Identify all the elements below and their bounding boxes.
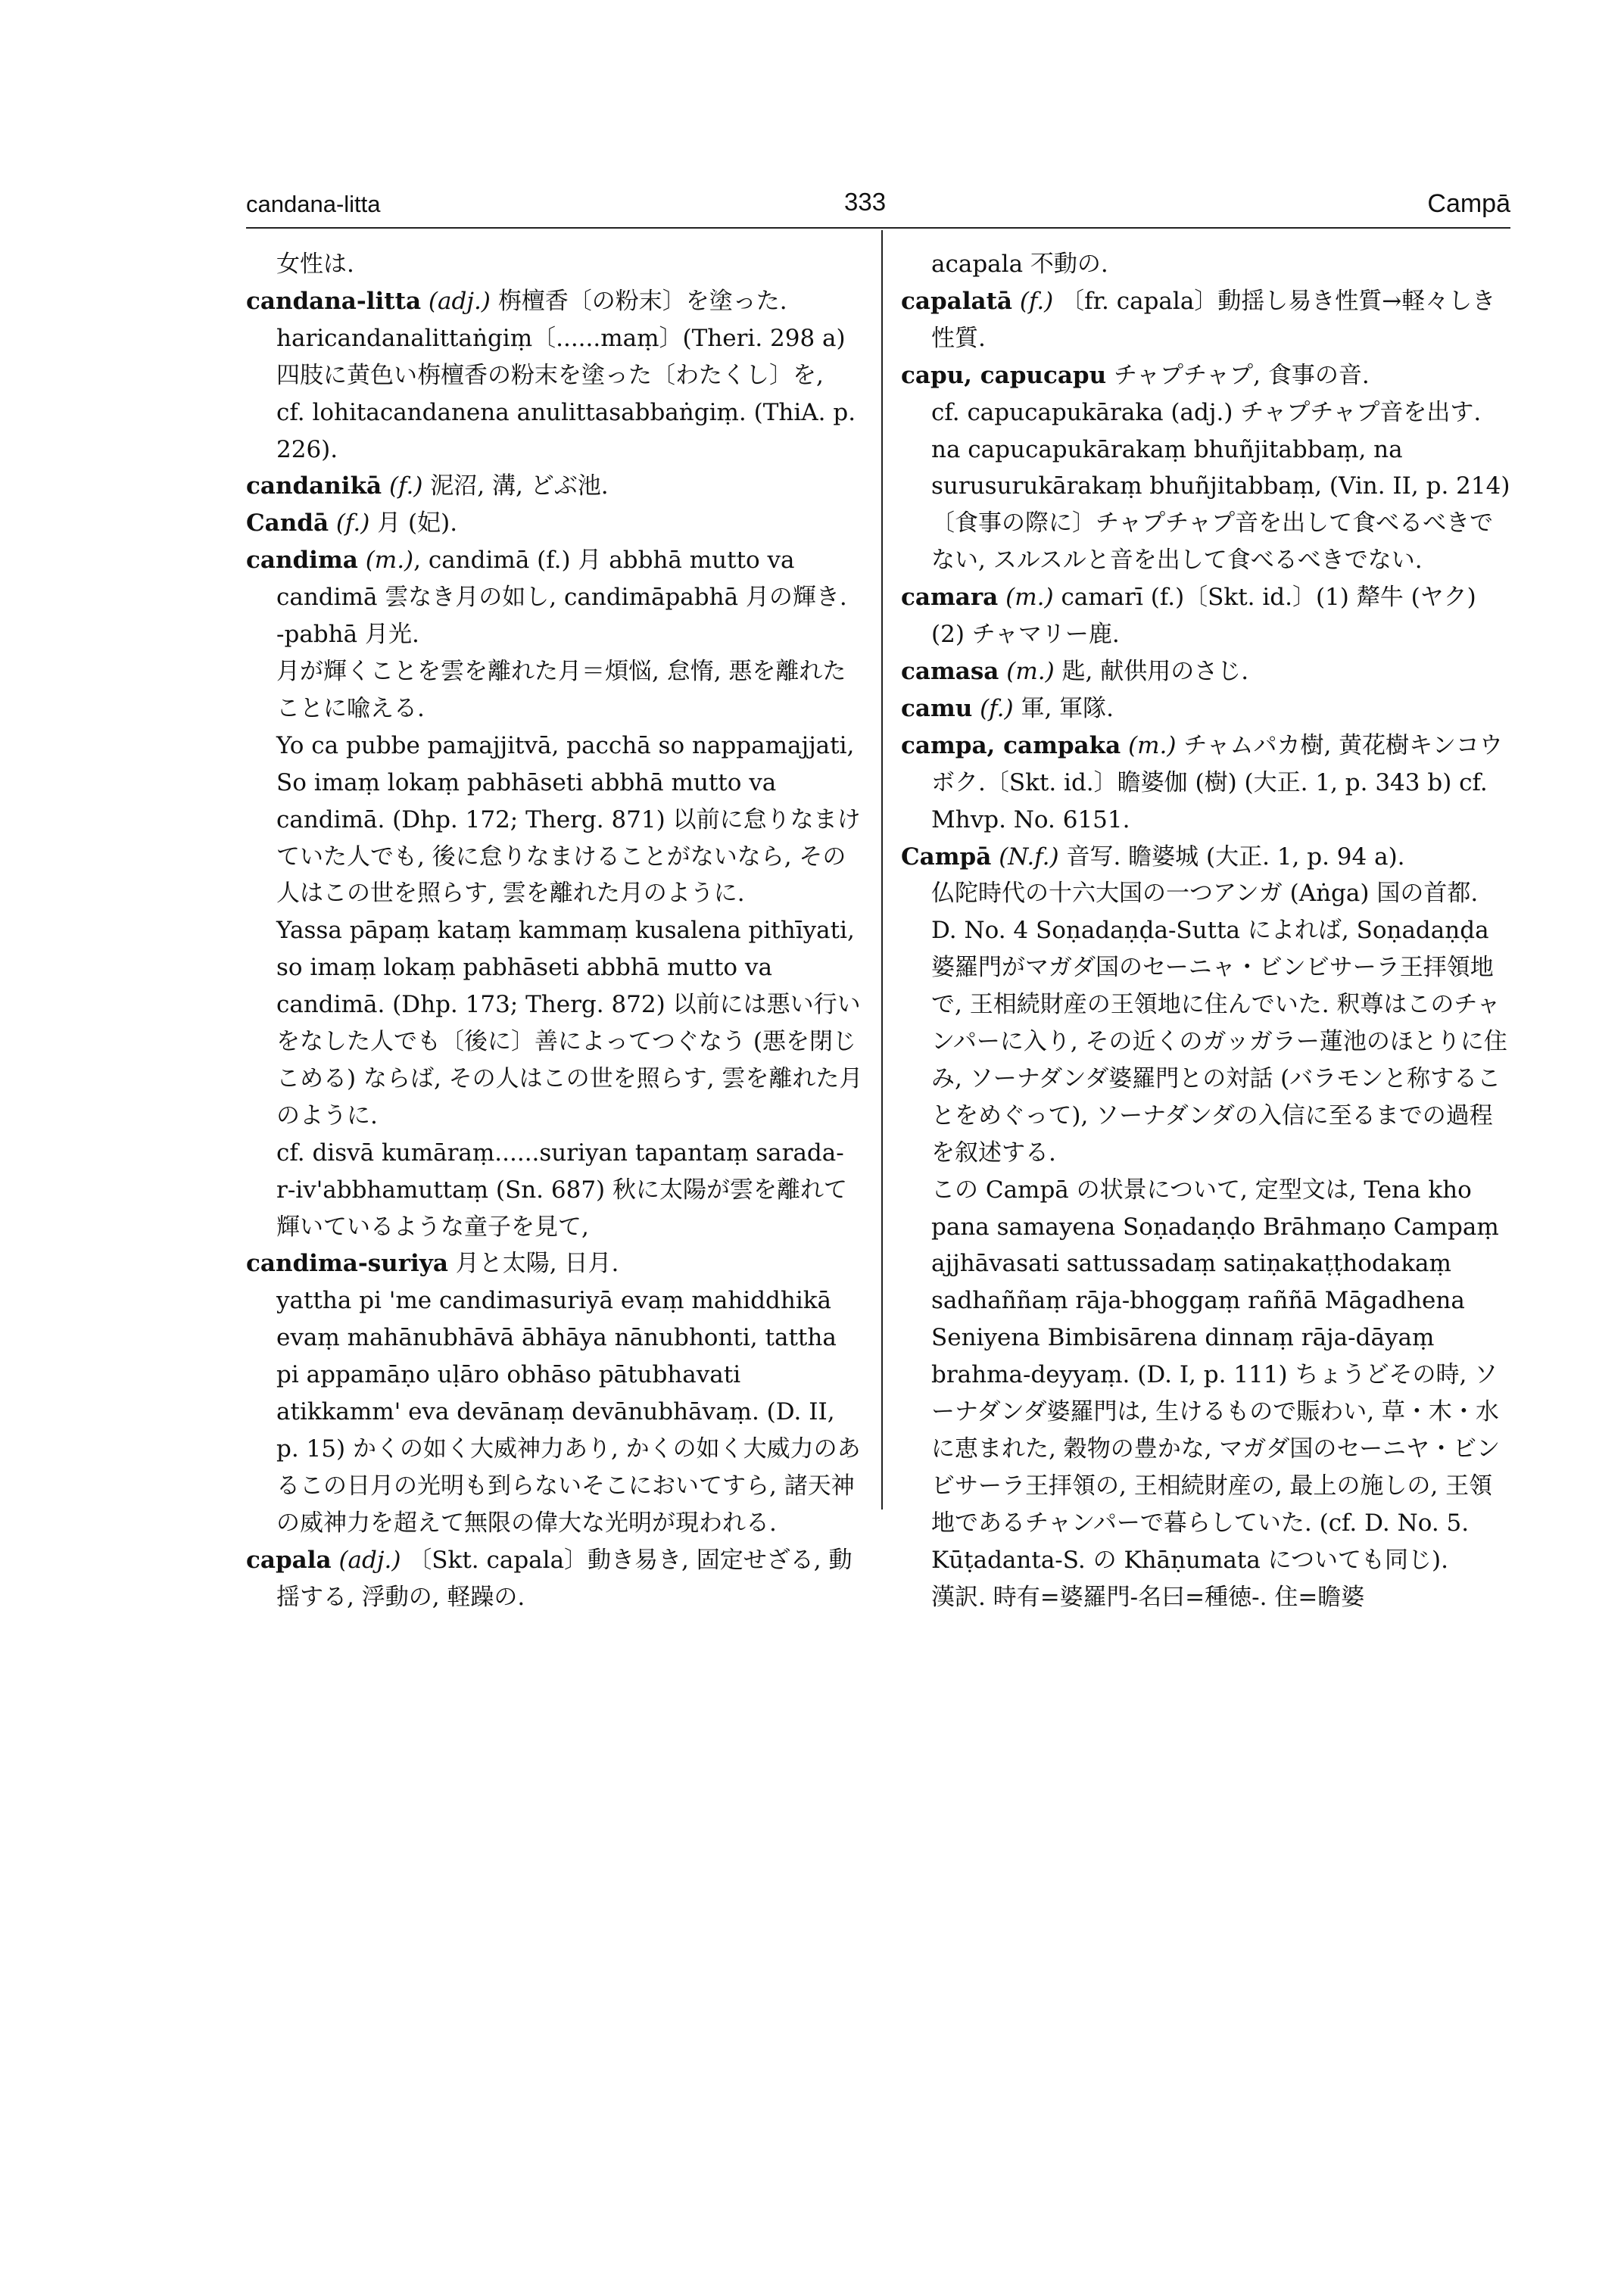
entry-headword: candima-suriya bbox=[246, 1250, 448, 1278]
entry-definition: チャプチャプ, 食事の音. bbox=[1106, 361, 1370, 389]
entry-definition: 月 (妃). bbox=[369, 509, 458, 537]
entry-headword: capalatā bbox=[901, 287, 1012, 315]
right-column bbox=[901, 246, 1510, 1616]
entry-paragraph: この Campā の状景について, 定型文は, Tena kho pana samayena Soṇadaṇḍo Brāhmaṇo Campaṃ ajjhāvasati sattussadaṃ satiṇakaṭṭhodakaṃ sadhaññaṃ rāja-bhoggaṃ raññā Māgadhena Seniyena Bimbisārena dinnaṃ rāja-dāyaṃ brahma-deyyaṃ. (D. I, p. 111) ちょうどその時, ソーナダンダ婆羅門は, 生けるもので賑わい, 草・木・水に恵まれた, 穀物の豊かな, マガダ国のセーニヤ・ビンビサーラ王拝領の, 王相続財産の, 最上の施しの, 王領地であるチャンパーで暮らしていた. (cf. D. No. 5. Kūṭadanta-S. の Khāṇumata についても同じ). bbox=[931, 1176, 1501, 1574]
dictionary-entry bbox=[246, 542, 863, 616]
entry-paragraph: yattha pi 'me candimasuriyā evaṃ mahiddhikā evaṃ mahānubhāvā ābhāya nānubhonti, tattha pi appamāṇo uḷāro obhāso pātubhavati atikkamm' eva devānaṃ devānubhāvaṃ. (D. II, p. 15) かくの如く大威神力あり, かくの如く大威力のあるこの日月の光明も到らないそこにおいてすら, 諸天神の威神力を超えて無限の偉大な光明が現われる. bbox=[276, 1287, 861, 1537]
entry-headword: camasa bbox=[901, 657, 999, 685]
entry-definition: 匙, 献供用のさじ. bbox=[1054, 657, 1249, 685]
entry-headword: capu, capucapu bbox=[901, 361, 1107, 389]
entry-definition: 栴檀香〔の粉末〕を塗った. bbox=[490, 287, 787, 315]
entry-grammar: (m.) bbox=[1128, 731, 1177, 759]
entry-paragraph: cf. lohitacandanena anulittasabbaṅgiṃ. (ThiA. p. 226). bbox=[276, 398, 856, 463]
running-head-right: Campā bbox=[1427, 189, 1510, 218]
dictionary-entry bbox=[901, 653, 1510, 690]
entry-grammar: (m.) bbox=[1005, 584, 1054, 612]
dictionary-entry bbox=[901, 690, 1510, 727]
entry-paragraph: cf. capucapukāraka (adj.) チャプチャプ音を出す. bbox=[931, 398, 1482, 426]
entry-paragraph: na capucapukārakaṃ bhuñjitabbaṃ, na surusurukārakaṃ bhuñjitabbaṃ, (Vin. II, p. 214)〔食事の際に〕チャプチャプ音を出して食べるべきでない, スルスルと音を出して食べるべきでない. bbox=[931, 435, 1510, 575]
entry-headword: candanikā bbox=[246, 472, 382, 500]
entry-headword: camu bbox=[901, 694, 973, 722]
entry-grammar: (adj.) bbox=[428, 287, 491, 315]
dictionary-entry bbox=[246, 1245, 863, 1282]
entry-grammar: (N.f.) bbox=[999, 843, 1059, 871]
entry-definition: 〔Skt. capala〕動き易き, 固定せざる, 動揺する, 浮動の, 軽躁の. bbox=[276, 1546, 853, 1611]
entry-definition: 軍, 軍隊. bbox=[1013, 694, 1114, 722]
entry-paragraph: -pabhā 月光. bbox=[276, 621, 419, 649]
entry-headword: candima bbox=[246, 547, 358, 575]
dictionary-entry bbox=[901, 839, 1510, 876]
entry-grammar: (m.) bbox=[365, 547, 414, 575]
entry-definition: , candimā (f.) 月 abbhā mutto va candimā 雲なき月の如し, candimāpabhā 月の輝き. bbox=[276, 547, 847, 612]
entry-headword: capala bbox=[246, 1546, 332, 1574]
entry-grammar: (f.) bbox=[389, 472, 423, 500]
left-column bbox=[246, 246, 863, 1616]
dictionary-entry bbox=[246, 283, 863, 320]
entry-paragraph: acapala 不動の. bbox=[931, 251, 1108, 278]
entry-headword: campa, campaka bbox=[901, 731, 1121, 759]
running-head-left: candana-litta bbox=[246, 191, 381, 217]
entry-paragraph: 女性は. bbox=[276, 251, 354, 278]
entry-headword: Candā bbox=[246, 509, 329, 537]
entry-paragraph: 仏陀時代の十六大国の一つアンガ (Aṅga) 国の首都. D. No. 4 Soṇadaṇḍa-Sutta によれば, Soṇadaṇḍa 婆羅門がマガダ国のセーニャ・ビンビサーラ王拝領地で, 王相続財産の王領地に住んでいた. 釈尊はこのチャンパーに入り, その近くのガッガラー蓮池のほとりに住み, ソーナダンダ婆羅門との対話 (バラモンと称することをめぐって), ソーナダンダの入信に至るまでの過程を叙述する. bbox=[931, 880, 1507, 1167]
entry-definition: 〔fr. capala〕動揺し易き性質→軽々しき性質. bbox=[931, 287, 1496, 352]
entry-definition: 月と太陽, 日月. bbox=[447, 1250, 619, 1278]
dictionary-entry bbox=[901, 357, 1510, 394]
entry-headword: candana-litta bbox=[246, 287, 422, 315]
entry-paragraph: Yo ca pubbe pamajjitvā, pacchā so nappamajjati, So imaṃ lokaṃ pabhāseti abbhā mutto va candimā. (Dhp. 172; Therg. 871) 以前に怠りなまけていた人でも, 後に怠りなまけることがないなら, その人はこの世を照らす, 雲を離れた月のように. bbox=[276, 731, 861, 908]
entry-definition: 泥沼, 溝, どぶ池. bbox=[422, 472, 609, 500]
entry-definition: チャムパカ樹, 黄花樹キンコウボク.〔Skt. id.〕瞻婆伽 (樹) (大正. 1, p. 343 b) cf. Mhvp. No. 6151. bbox=[931, 731, 1503, 833]
entry-paragraph: 漢訳. 時有=婆羅門-名曰=種徳-. 住=瞻婆 bbox=[931, 1583, 1365, 1611]
dictionary-entry bbox=[901, 283, 1510, 357]
entry-paragraph: haricandanalittaṅgiṃ〔......maṃ〕(Theri. 298 a) 四肢に黄色い栴檀香の粉末を塗った〔わたくし〕を, bbox=[276, 324, 846, 389]
entry-grammar: (adj.) bbox=[338, 1546, 401, 1574]
dictionary-entry bbox=[246, 468, 863, 505]
entry-paragraph: Yassa pāpaṃ kataṃ kammaṃ kusalena pithīyati, so imaṃ lokaṃ pabhāseti abbhā mutto va candimā. (Dhp. 173; Therg. 872) 以前には悪い行いをなした人でも〔後に〕善によってつぐなう (悪を閉じこめる) ならば, その人はこの世を照らす, 雲を離れた月のように. bbox=[276, 917, 863, 1129]
entry-paragraph: 月が輝くことを雲を離れた月＝煩悩, 怠惰, 悪を離れたことに喩える. bbox=[276, 657, 846, 722]
header-rule bbox=[246, 227, 1510, 229]
entry-headword: Campā bbox=[901, 843, 992, 871]
page-header bbox=[246, 188, 1510, 226]
entry-grammar: (f.) bbox=[1019, 287, 1054, 315]
column-divider bbox=[881, 230, 883, 1509]
dictionary-entry bbox=[246, 1542, 863, 1616]
dictionary-entry bbox=[246, 505, 863, 542]
entry-definition: 音写. 瞻婆城 (大正. 1, p. 94 a). bbox=[1058, 843, 1405, 871]
dictionary-entry bbox=[901, 579, 1510, 653]
entry-grammar: (f.) bbox=[980, 694, 1014, 722]
dictionary-entry bbox=[901, 727, 1510, 839]
page-number: 333 bbox=[844, 188, 887, 216]
entry-definition: camarī (f.)〔Skt. id.〕(1) 犛牛 (ヤク) (2) チャマリー鹿. bbox=[931, 584, 1476, 649]
entry-paragraph: cf. disvā kumāraṃ......suriyan tapantaṃ sarada-r-iv'abbhamuttaṃ (Sn. 687) 秋に太陽が雲を離れて輝いているような童子を見て, bbox=[276, 1139, 847, 1241]
entry-headword: camara bbox=[901, 584, 999, 612]
entry-grammar: (m.) bbox=[1006, 657, 1055, 685]
entry-grammar: (f.) bbox=[335, 509, 370, 537]
